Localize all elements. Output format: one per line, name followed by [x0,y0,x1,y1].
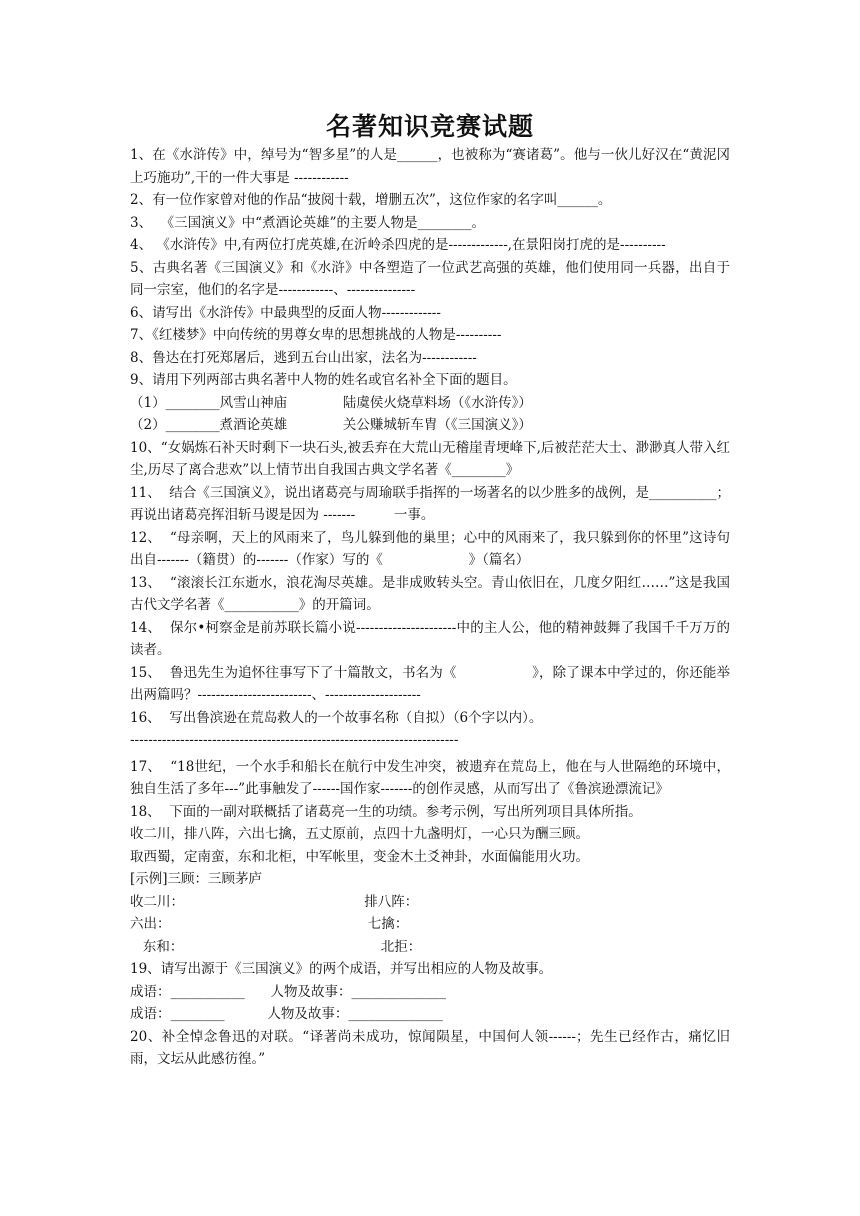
question-line: 成语：________ 人物及故事：______________ [130,1006,443,1022]
question-line: 12、 “母亲啊，天上的风雨来了，鸟儿躲到他的巢里；心中的风雨来了，我只躲到你的怀里”这诗句出自-------（籍贯）的-------（作家）写的《 》（篇名） [130,529,730,568]
question-line: 11、 结合《三国演义》，说出诸葛亮与周瑜联手指挥的一场著名的以少胜多的战例，是__________；再说出诸葛亮挥泪斩马谡是因为 ------- 一事。 [130,484,730,523]
question-line: 六出： 七擒： [130,916,409,932]
question-line: （1）________风雪山神庙 陆虞侯火烧草料场（《水浒传》） [130,394,532,411]
question-line: 15、 鲁迅先生为追怀往事写下了十篇散文，书名为《 》，除了课本中学过的，你还能举出两篇吗？-------------------------、--------------------- [130,664,730,703]
question-line: 13、 “滚滚长江东逝水，浪花淘尽英雄。是非成败转头空。青山依旧在，几度夕阳红……”这是我国古代文学名著《___________》的开篇词。 [130,574,730,613]
question-line: 收二川： 排八阵： [130,893,419,910]
question-line: 成语：___________ 人物及故事：______________ [130,983,446,1000]
question-line: 16、 写出鲁滨逊在荒岛救人的一个故事名称（自拟）（6个字以内）。 [130,709,543,726]
document-page [130,110,730,1071]
question-line: 7、《红楼梦》中向传统的男尊女卑的思想挑战的人物是---------- [130,327,502,343]
question-line: 6、请写出《水浒传》中最典型的反面人物------------- [130,304,441,321]
question-line: 9、请用下列两部古典名著中人物的姓名或官名补全下面的题目。 [130,372,517,388]
question-line: 20、补全悼念鲁迅的对联。“译著尚未成功，惊闻陨星，中国何人领------；先生已经作古，痛忆旧雨，文坛从此感彷徨。” [130,1028,730,1067]
question-line: 5、古典名著《三国演义》和《水浒》中各塑造了一位武艺高强的英雄，他们使用同一兵器，出自于同一宗室，他们的名字是------------、--------------- [130,259,730,298]
question-line: （2）________煮酒论英雄 关公赚城斩车胄（《三国演义》） [130,417,532,433]
question-line: 取西蜀，定南蛮，东和北柜，中军帐里，变金木土爻神卦，水面偏能用火功。 [130,848,589,865]
question-line: 17、 “18世纪，一个水手和船长在航行中发生冲突，被遗弃在荒岛上，他在与人世隔绝的环境中，独自生活了多年---”此事触发了------国作家-------的创作灵感，从而写出了《鲁滨逊漂流记》 [130,758,730,797]
question-line: 4、 《水浒传》中,有两位打虎英雄,在沂岭杀四虎的是-------------,在景阳岗打虎的是---------- [130,237,666,253]
question-line: 19、请写出源于《三国演义》的两个成语，并写出相应的人物及故事。 [130,961,553,977]
document-body [130,144,730,1071]
question-line: 收二川，排八阵，六出七擒，五丈原前，点四十九盏明灯，一心只为酬三顾。 [130,826,589,842]
question-line: 14、 保尔•柯察金是前苏联长篇小说----------------------中的主人公，他的精神鼓舞了我国千千万万的读者。 [130,619,730,658]
question-line: 1、在《水浒传》中，绰号为“智多星”的人是______，也被称为“赛诸葛”。他与一伙儿好汉在“黄泥冈上巧施功”,干的一件大事是 ------------ [130,147,730,186]
question-line: [示例]三顾：三顾茅庐 [130,871,263,887]
question-line: 2、有一位作家曾对他的作品“披阅十载，增删五次”，这位作家的名字叫______。 [130,192,612,208]
question-line: 东和： 北拒： [130,938,422,955]
page-title: 名著知识竞赛试题 [325,112,534,141]
question-line: 10、“女娲炼石补天时剩下一块石头,被丢弃在大荒山无稽崖青埂峰下,后被茫茫大士、渺渺真人带入红尘,历尽了离合悲欢”以上情节出自我国古典文学名著《________》 [130,439,730,478]
question-line: 8、鲁达在打死郑屠后，逃到五台山出家，法名为------------ [130,349,477,366]
question-line: 3、 《三国演义》中“煮酒论英雄”的主要人物是________。 [130,214,485,231]
question-line: 18、 下面的一副对联概括了诸葛亮一生的功绩。参考示例，写出所列项目具体所指。 [130,803,642,820]
question-line: ------------------------------------------------------------------------ [130,732,459,748]
